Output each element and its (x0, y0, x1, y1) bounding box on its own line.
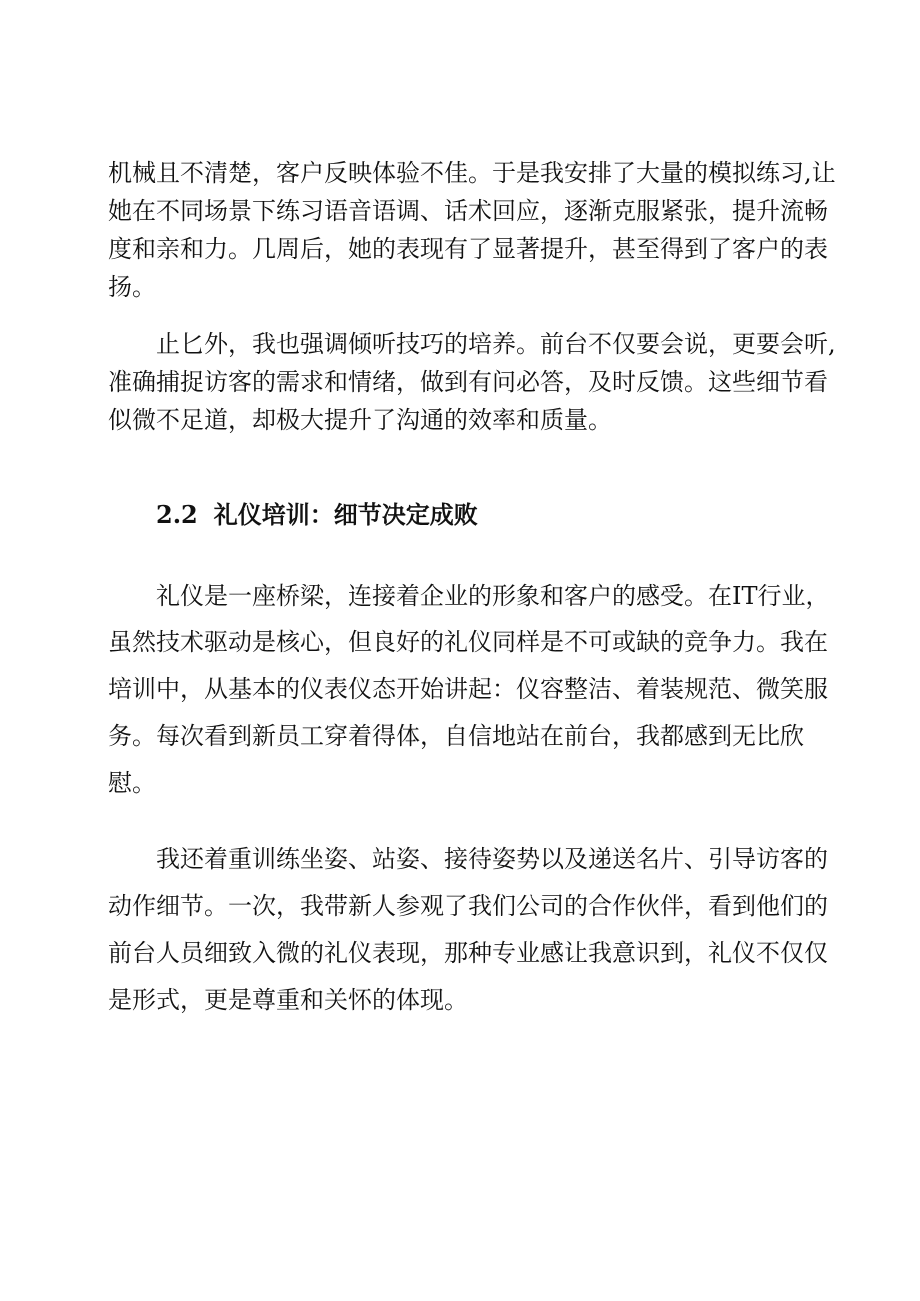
paragraph-2-line-3: 似微不足道，却极大提升了沟通的效率和质量。 (108, 406, 612, 434)
paragraph-2-line-1: 止匕外，我也强调倾听技巧的培养。前台不仅要会说，更要会听, (156, 330, 836, 358)
paragraph-3-line-4: 务。每次看到新员工穿着得体，自信地站在前台，我都感到无比欣 (108, 722, 804, 750)
paragraph-3-line-5: 慰。 (108, 769, 156, 797)
paragraph-1-line-2: 她在不同场景下练习语音语调、话术回应，逐渐克服紧张，提升流畅 (108, 197, 828, 225)
paragraph-3-line-1: 礼仪是一座桥梁，连接着企业的形象和客户的感受。在IT行业， (156, 582, 830, 610)
paragraph-1-line-3: 度和亲和力。几周后，她的表现有了显著提升，甚至得到了客户的表 (108, 235, 828, 263)
paragraph-1-line-1: 机械且不清楚，客户反映体验不佳。于是我安排了大量的模拟练习,让 (108, 159, 836, 187)
section-title: 礼仪培训：细节决定成败 (213, 500, 478, 529)
paragraph-4-line-4: 是形式，更是尊重和关怀的体现。 (108, 986, 468, 1014)
paragraph-1-line-4: 扬。 (108, 273, 156, 301)
paragraph-2-line-2: 准确捕捉访客的需求和情绪，做到有问必答，及时反馈。这些细节看 (108, 368, 828, 396)
paragraph-3-line-3: 培训中，从基本的仪表仪态开始讲起：仪容整洁、着装规范、微笑服 (108, 675, 828, 703)
section-heading (156, 499, 478, 531)
section-number: 2.2 (156, 500, 198, 529)
paragraph-3-line-2: 虽然技术驱动是核心，但良好的礼仪同样是不可或缺的竞争力。我在 (108, 628, 828, 656)
paragraph-4-line-3: 前台人员细致入微的礼仪表现，那种专业感让我意识到，礼仪不仅仅 (108, 939, 828, 967)
paragraph-4-line-1: 我还着重训练坐姿、站姿、接待姿势以及递送名片、引导访客的 (156, 845, 828, 873)
paragraph-4-line-2: 动作细节。一次，我带新人参观了我们公司的合作伙伴，看到他们的 (108, 892, 828, 920)
